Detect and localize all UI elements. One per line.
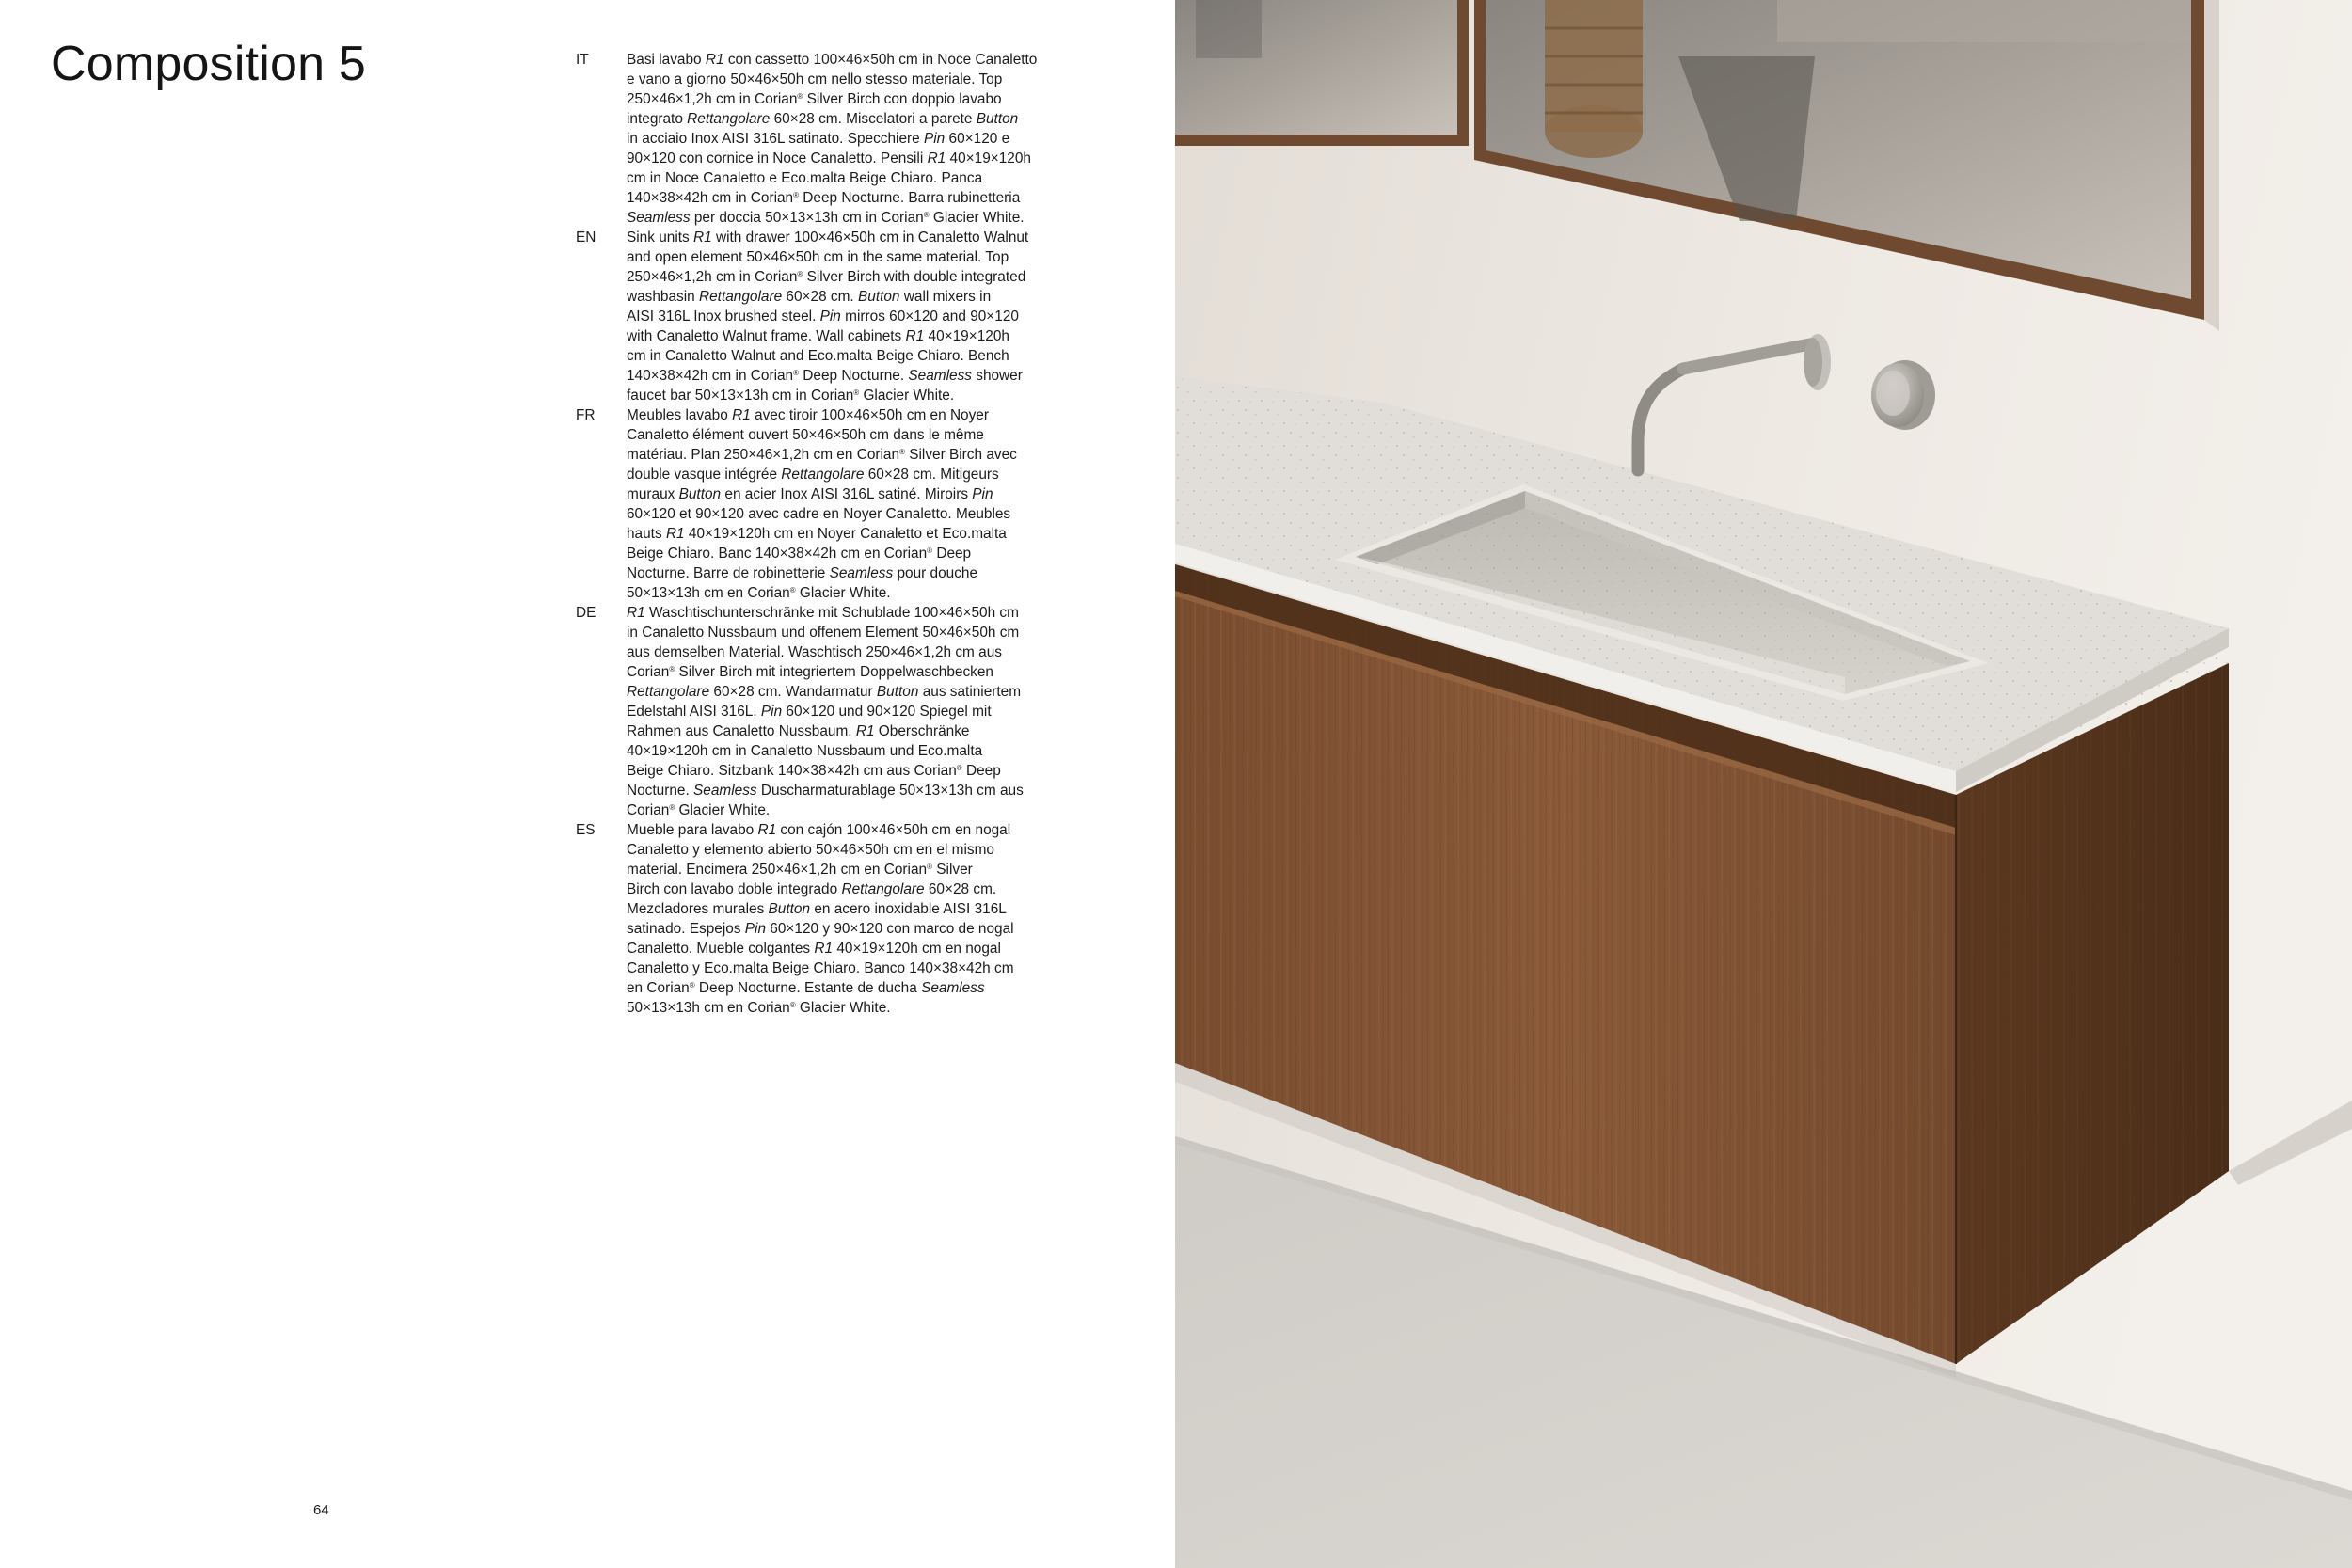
description-text: Mueble para lavabo R1 con cajón 100×46×50h cm en nogal Canaletto y elemento abierto 50×46×50h cm en el mismo material. Encimera 250×46×1,2h cm en Corian® Silver Birch con lavabo doble integrado Rettangolare 60×28 cm. Mezcladores murales Button en acero inoxidable AISI 316L satinado. Espejos Pin 60×120 y 90×120 con marco de nogal Canaletto. Mueble colgantes R1 40×19×120h cm en nogal Canaletto y Eco.malta Beige Chiaro. Banco 140×38×42h cm en Corian® Deep Nocturne. Estante de ducha Seamless 50×13×13h cm en Corian® Glacier White. xyxy=(627,822,1014,1016)
language-code: DE xyxy=(576,605,596,621)
language-code: EN xyxy=(576,230,596,245)
product-photo xyxy=(1175,0,2352,1568)
description-text: Meubles lavabo R1 avec tiroir 100×46×50h cm en Noyer Canaletto élément ouvert 50×46×50h cm dans le même matériau. Plan 250×46×1,2h cm en Corian® Silver Birch avec double vasque intégrée Rettangolare 60×28 cm. Mitigeurs muraux Button en acier Inox AISI 316L satiné. Miroirs Pin 60×120 et 90×120 avec cadre en Noyer Canaletto. Meubles hauts R1 40×19×120h cm en Noyer Canaletto et Eco.malta Beige Chiaro. Banc 140×38×42h cm en Corian® Deep Nocturne. Barre de robinetterie Seamless pour douche 50×13×13h cm en Corian® Glacier White. xyxy=(627,407,1017,601)
language-code: IT xyxy=(576,52,589,68)
description-text: Sink units R1 with drawer 100×46×50h cm in Canaletto Walnut and open element 50×46×50h cm in the same material. Top 250×46×1,2h cm in Corian® Silver Birch with double integrated washbasin Rettangolare 60×28 cm. Button wall mixers in AISI 316L Inox brushed steel. Pin mirros 60×120 and 90×120 with Canaletto Walnut frame. Wall cabinets R1 40×19×120h cm in Canaletto Walnut and Eco.malta Beige Chiaro. Bench 140×38×42h cm in Corian® Deep Nocturne. Seamless shower faucet bar 50×13×13h cm in Corian® Glacier White. xyxy=(627,230,1029,404)
page-title: Composition 5 xyxy=(51,37,366,91)
description-text: R1 Waschtischunterschränke mit Schublade 100×46×50h cm in Canaletto Nussbaum und offenem Element 50×46×50h cm aus demselben Material. Waschtisch 250×46×1,2h cm aus Corian® Silver Birch mit integriertem Doppelwaschbecken Rettangolare 60×28 cm. Wandarmatur Button aus satiniertem Edelstahl AISI 316L. Pin 60×120 und 90×120 Spiegel mit Rahmen aus Canaletto Nussbaum. R1 Oberschränke 40×19×120h cm in Canaletto Nussbaum und Eco.malta Beige Chiaro. Sitzbank 140×38×42h cm aus Corian® Deep Nocturne. Seamless Duscharmaturablage 50×13×13h cm aus Corian® Glacier White. xyxy=(627,605,1024,818)
language-code: FR xyxy=(576,407,596,423)
description-it xyxy=(576,50,1103,228)
language-code: ES xyxy=(576,822,596,838)
description-fr xyxy=(576,405,1103,603)
description-es xyxy=(576,820,1103,1018)
description-text: Basi lavabo R1 con cassetto 100×46×50h cm in Noce Canaletto e vano a giorno 50×46×50h cm nello stesso materiale. Top 250×46×1,2h cm in Corian® Silver Birch con doppio lavabo integrato Rettangolare 60×28 cm. Miscelatori a parete Button in acciaio Inox AISI 316L satinato. Specchiere Pin 60×120 e 90×120 con cornice in Noce Canaletto. Pensili R1 40×19×120h cm in Noce Canaletto e Eco.malta Beige Chiaro. Panca 140×38×42h cm in Corian® Deep Nocturne. Barra rubinetteria Seamless per doccia 50×13×13h cm in Corian® Glacier White. xyxy=(627,52,1038,226)
description-en xyxy=(576,228,1103,405)
mirror-left xyxy=(1175,0,1469,146)
wall-mixer-knob xyxy=(1871,360,1935,430)
description-de xyxy=(576,603,1103,820)
text-page xyxy=(0,0,1175,1568)
page-number: 64 xyxy=(313,1502,329,1518)
bathroom-scene-illustration xyxy=(1175,0,2352,1568)
product-descriptions xyxy=(576,50,1103,1018)
